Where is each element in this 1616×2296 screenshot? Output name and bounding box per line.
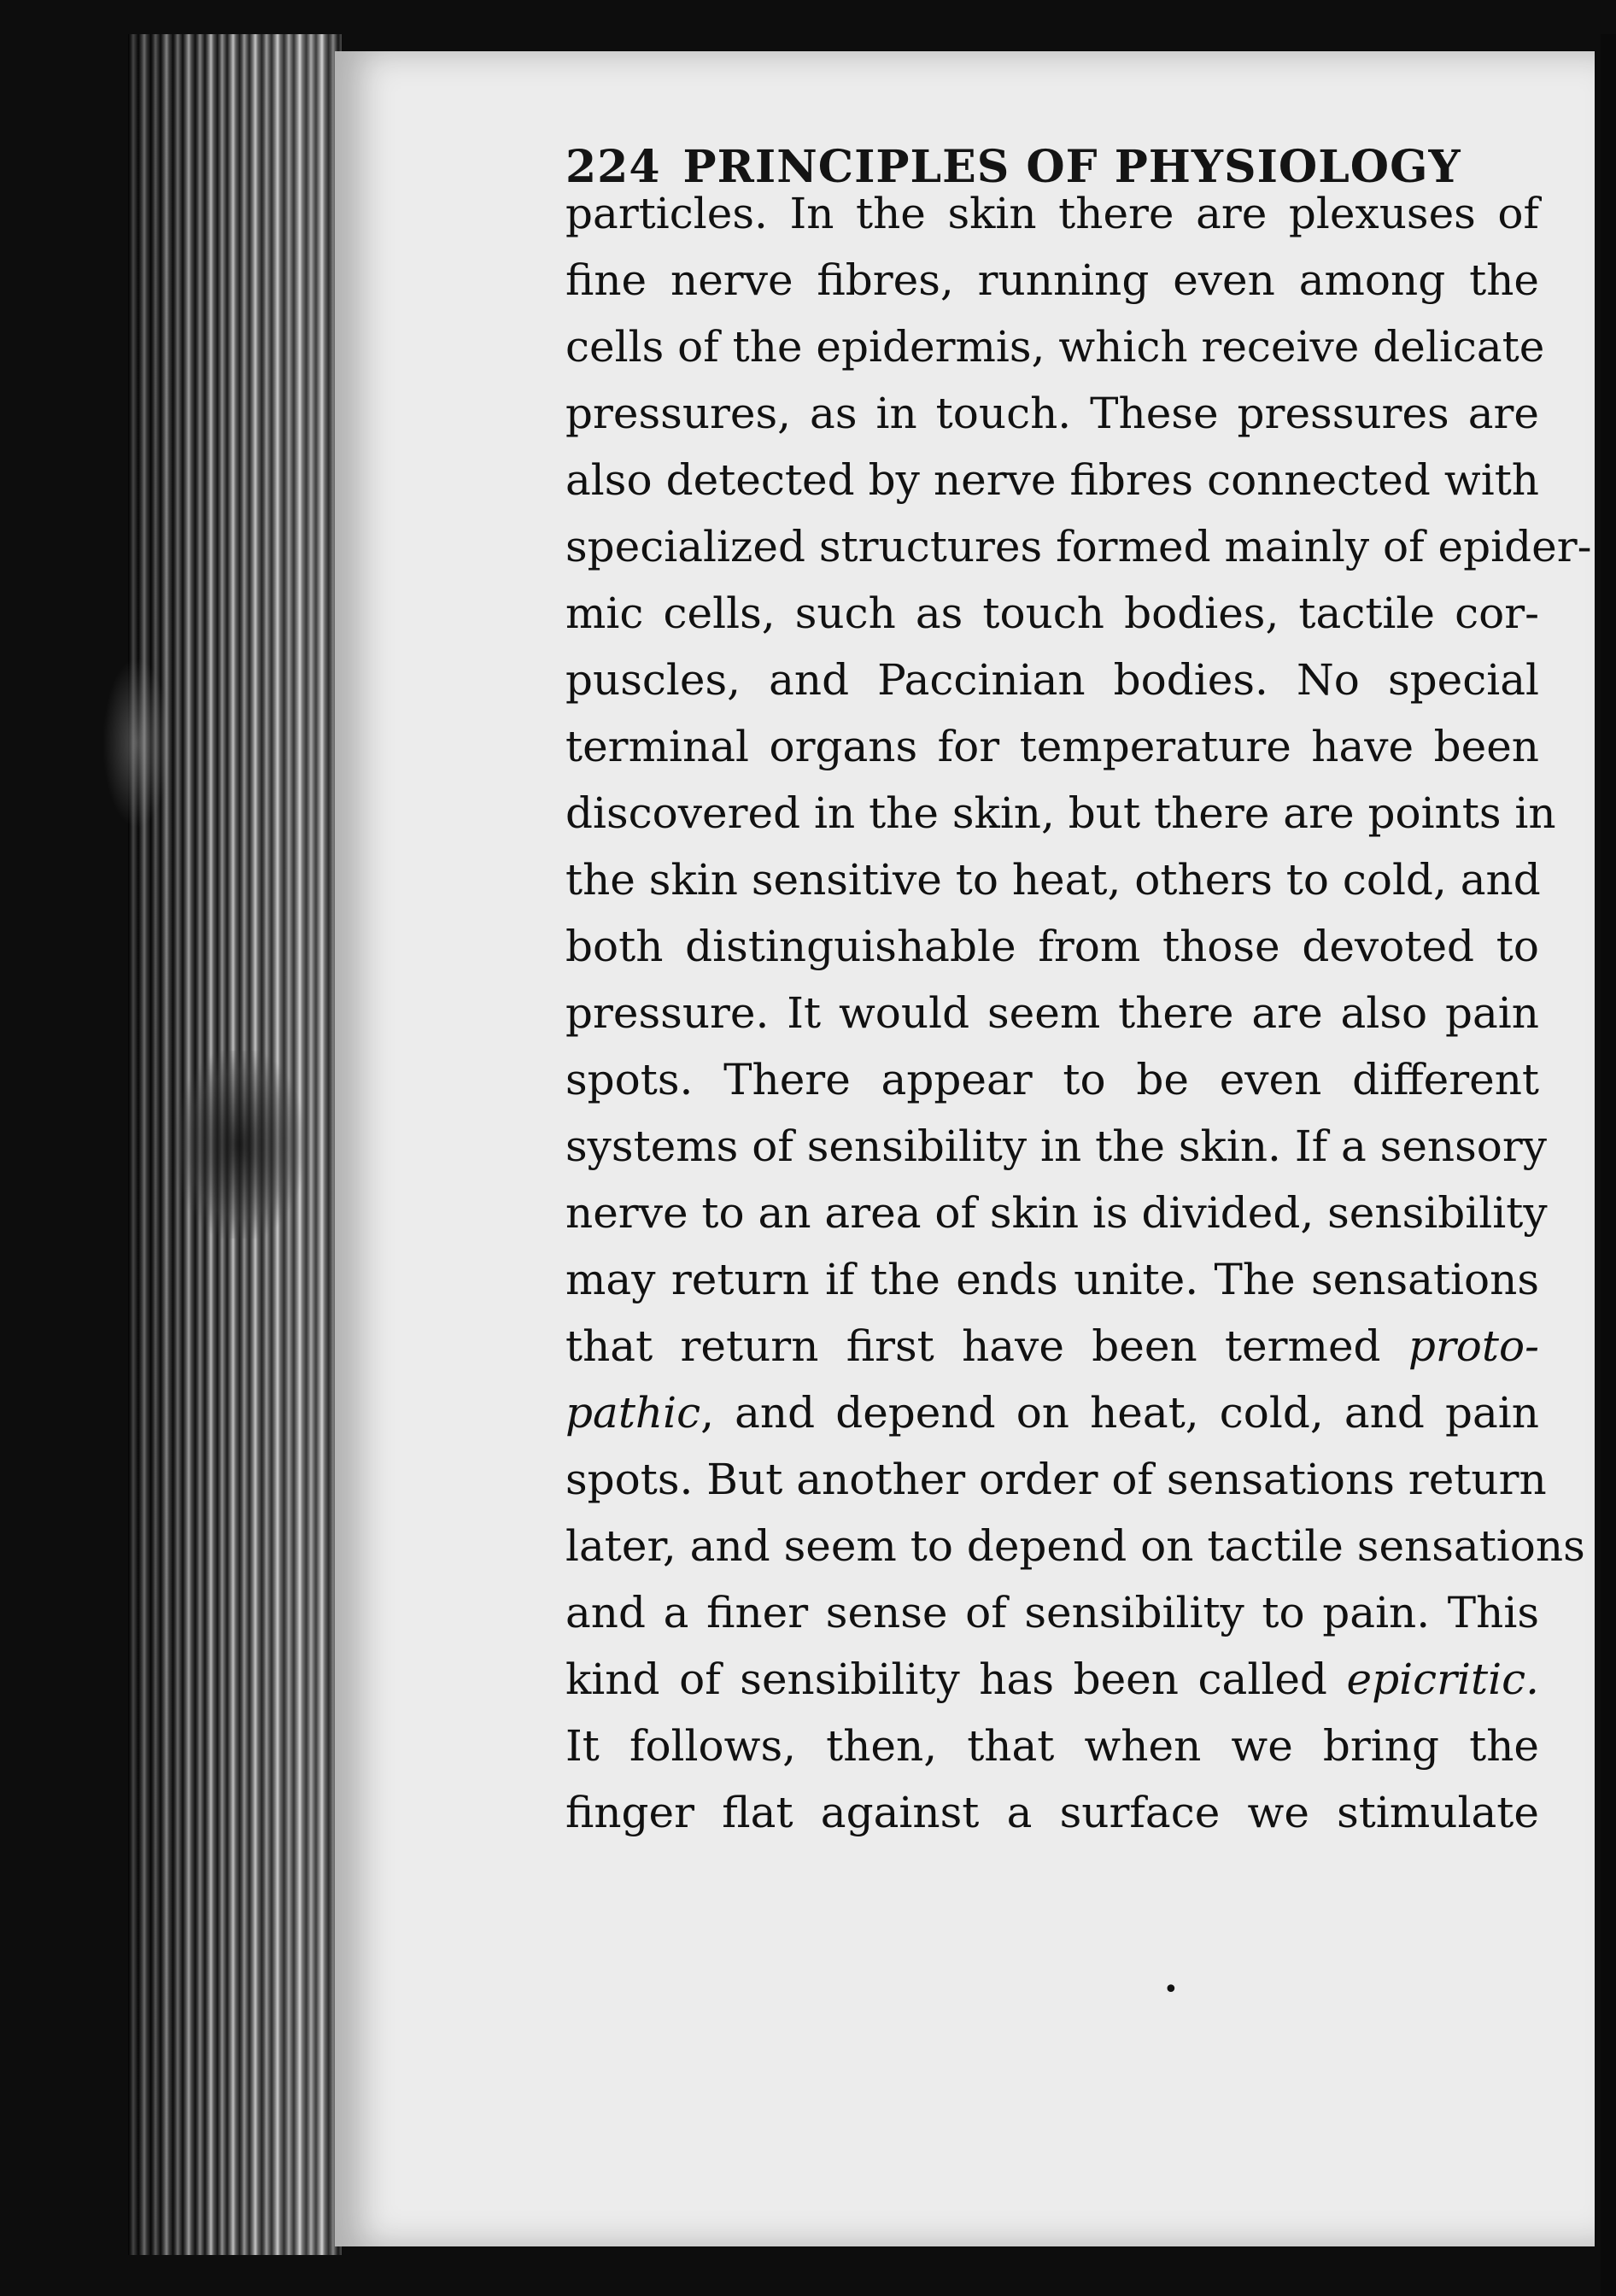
text-fragment: the skin sensitive to heat, others to cold, and (565, 855, 1541, 905)
text-fragment: that return first have been termed (565, 1321, 1408, 1371)
text-fragment: mic cells, such as touch bodies, tactile cor- (565, 589, 1539, 638)
text-line (565, 321, 1545, 372)
text-line (565, 721, 1539, 772)
book-page (335, 51, 1595, 2246)
signature-mark: • (1163, 1975, 1179, 2005)
text-line (565, 1654, 1539, 1705)
text-line (565, 1387, 1539, 1438)
text-fragment: pressures, as in touch. These pressures are (565, 389, 1539, 438)
text-fragment: finger flat against a surface we stimulate (565, 1788, 1539, 1837)
text-line (565, 788, 1556, 839)
text-fragment: also detected by nerve fibres connected with (565, 455, 1539, 505)
text-fragment: spots. But another order of sensations return (565, 1455, 1547, 1504)
running-header (565, 141, 1539, 193)
text-line (565, 1454, 1547, 1505)
text-line (565, 188, 1539, 239)
text-fragment: cells of the epidermis, which receive delicate (565, 322, 1545, 372)
text-fragment: , and depend on heat, cold, and pain (700, 1388, 1539, 1438)
edge-smudge (175, 1051, 303, 1239)
text-fragment: spots. There appear to be even different (565, 1055, 1539, 1104)
text-fragment: particles. In the skin there are plexuses of (565, 189, 1539, 238)
text-fragment: both distinguishable from those devoted to (565, 922, 1539, 971)
text-line (565, 654, 1539, 706)
text-fragment: kind of sensibility has been called (565, 1655, 1347, 1704)
text-fragment: pressure. It would seem there are also pain (565, 988, 1539, 1038)
text-line (565, 1720, 1539, 1772)
text-fragment: may return if the ends unite. The sensations (565, 1255, 1539, 1304)
text-line (565, 1254, 1539, 1305)
page-number: 224 (565, 141, 661, 193)
text-fragment: epicritic. (1346, 1655, 1539, 1704)
running-title: PRINCIPLES OF PHYSIOLOGY (682, 141, 1461, 193)
text-fragment: It follows, then, that when we bring the (565, 1721, 1539, 1771)
text-line (565, 921, 1539, 972)
text-line (565, 255, 1539, 306)
text-line (565, 1787, 1539, 1838)
text-line (565, 1587, 1539, 1638)
text-fragment: and a finer sense of sensibility to pain. This (565, 1588, 1539, 1637)
text-line (565, 854, 1539, 905)
text-fragment: systems of sensibility in the skin. If a sensory (565, 1122, 1548, 1171)
text-fragment: later, and seem to depend on tactile sensations (565, 1521, 1585, 1571)
scan-border (1601, 34, 1616, 2296)
text-line (565, 1054, 1539, 1105)
text-line (565, 1121, 1548, 1172)
text-fragment: nerve to an area of skin is divided, sensibility (565, 1188, 1548, 1238)
text-line (565, 1520, 1585, 1572)
text-fragment: proto- (1408, 1321, 1539, 1371)
text-line (565, 521, 1592, 572)
text-fragment: terminal organs for temperature have been (565, 722, 1539, 771)
text-fragment: pathic (565, 1388, 701, 1438)
text-line (565, 987, 1539, 1039)
text-fragment: specialized structures formed mainly of epider- (565, 522, 1592, 571)
text-line (565, 454, 1539, 506)
text-fragment: fine nerve fibres, running even among the (565, 255, 1539, 305)
text-line (565, 388, 1539, 439)
text-line (565, 1321, 1539, 1372)
text-fragment: puscles, and Paccinian bodies. No special (565, 655, 1539, 705)
text-line (565, 1187, 1548, 1239)
text-line (565, 588, 1539, 639)
edge-highlight (102, 658, 171, 829)
text-fragment: discovered in the skin, but there are points in (565, 788, 1556, 838)
